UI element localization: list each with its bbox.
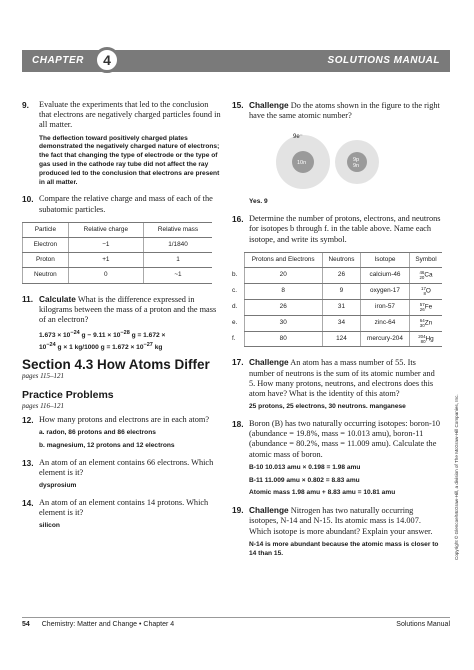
footer-left-text: Chemistry: Matter and Change • Chapter 4: [41, 621, 175, 628]
atoms-comparison-figure: [271, 126, 381, 194]
atom-figure: [271, 126, 381, 194]
answer-text: silicon: [39, 522, 60, 530]
question-13: 13. An atom of an element contains 66 electrons. Which element is it? dysprosium: [22, 458, 222, 491]
question-text: How many protons and electrons are in each atom?: [39, 415, 210, 424]
table-row: Electron −1 1/1840: [23, 238, 213, 253]
proton-label: 9p: [353, 157, 360, 164]
chapter-label: CHAPTER: [32, 55, 84, 66]
table-row: Neutron 0 ~1: [23, 268, 213, 283]
practice-problems-pages: pages 116–121: [22, 401, 65, 410]
page-number: 54: [22, 621, 30, 628]
question-text: Evaluate the experiments that led to the conclusion that electrons are negatively charged particles found in all matter.: [39, 100, 221, 130]
footer-right-text: Solutions Manual: [396, 621, 450, 628]
left-column: [22, 100, 222, 538]
answer-text: dysprosium: [39, 482, 77, 490]
electron-label: 9e⁻: [293, 134, 303, 141]
question-11: 11. Calculate What is the difference expressed in kilograms between the mass of a proton and the mass of an electron? $1.673 \times 10^{-24}$ $g - 9.11 \times 10^{-28}$ g = 1.672 × $10^{-24}$ g × 1 kg/1000 $g = 1.672 \times 10^{-27}$ kg: [22, 294, 222, 354]
question-16: 16. Determine the number of protons, electrons, and neutrons for isotopes b through f. in the table above. Name each isotope, and write its symbol.: [232, 214, 441, 244]
question-text: Challenge Nitrogen has two naturally occurring isotopes, N-14 and N-15. Its atomic mass is 14.007. Which isotope is more abundant? Explain your answer.: [249, 505, 433, 536]
right-column: [232, 100, 442, 565]
answer-text: $1.673 \times 10^{-24}$ $g - 9.11 \times 10^{-28}$ g = 1.672 × $10^{-24}$ g × 1 kg/1000 $g = 1.672 \times 10^{-27}$ kg: [39, 330, 166, 352]
section-title: Section 4.3 How Atoms Differ: [22, 357, 210, 373]
answer-b: b. magnesium, 12 protons and 12 electrons: [39, 442, 175, 449]
neutron-label-2: 9n: [353, 163, 360, 170]
question-19: 19. Challenge Nitrogen has two naturally occurring isotopes, N-14 and N-15. Its atomic mass is 14.007. Which isotope is more abundant? Explain your answer. N-14 is more abundant because the atomic mass is closer to 14 than 15.: [232, 505, 442, 558]
table-row: b. 20 26 calcium-46 46 20Ca: [232, 268, 442, 284]
copyright-sidebar: [454, 360, 462, 560]
header-title: SOLUTIONS MANUAL: [327, 55, 440, 66]
answer-text: 25 protons, 25 electrons, 30 neutrons. manganese: [249, 403, 406, 411]
page-footer: [22, 617, 450, 628]
question-text: An atom of an element contains 66 electrons. Which element is it?: [39, 457, 214, 477]
answer-text: The deflection toward positively charged plates demonstrated the negatively charged nature of electrons; the fact that changing the type of electrode or the type of gas used in the cathode ray tube did not affect the ray produced led to the conclusion that electrons are present in all matter.: [39, 134, 220, 186]
question-17: 17. Challenge An atom has a mass number of 55. Its number of neutrons is the sum of its atomic number and 5. How many protons, neutrons, and electrons does this atom have? What is the identity of this atom? 25 protons, 25 electrons, 30 neutrons. manganese: [232, 357, 442, 412]
question-14: 14. An atom of an element contains 14 protons. Which element is it? silicon: [22, 498, 222, 531]
answer-text: Yes. 9: [249, 198, 268, 206]
answer-line: B-10 10.013 amu × 0.198 = 1.98 amu: [249, 463, 361, 471]
question-10: 10. Compare the relative charge and mass of each of the subatomic particles.: [22, 194, 222, 214]
question-text: Calculate What is the difference expressed in kilograms between the mass of a proton and the mass of an electron?: [39, 293, 217, 325]
table-header-row: Particle Relative charge Relative mass: [23, 222, 213, 237]
question-text: An atom of an element contains 14 protons. Which element is it?: [39, 498, 209, 518]
answer-line: Atomic mass 1.98 amu + 8.83 amu = 10.81 amu: [249, 489, 396, 497]
isotopes-table: [232, 252, 442, 348]
question-text: Determine the number of protons, electrons, and neutrons for isotopes b through f. in the table above. Name each isotope, and write its symbol.: [249, 214, 441, 244]
copyright-text: Copyright © Glencoe/McGraw-Hill, a division of The McGraw-Hill Companies, Inc.: [454, 394, 459, 560]
question-15: 15. Challenge Do the atoms shown in the figure to the right have the same atomic number? 9e⁻ 10n 9p 9n Yes. 9: [232, 100, 442, 207]
answer-text: N-14 is more abundant because the atomic mass is closer to 14 than 15.: [249, 540, 439, 557]
question-text: Boron (B) has two naturally occurring isotopes: boron-10 (abundance = 19.8%, mass = 10.013 amu), boron-11 (abundance = 80.2%, mass = 11.009 amu). Calculate the atomic mass of boron.: [249, 419, 441, 459]
table-row: c. 8 9 oxygen-17 17 8O: [232, 283, 442, 299]
question-text: Challenge An atom has a mass number of 55. Its number of neutrons is the sum of its atomic number and 5. How many protons, neutrons, and electrons does this atom have? What is the identity of this atom?: [249, 357, 435, 399]
section-pages: pages 115–121: [22, 372, 65, 381]
table-row: Proton +1 1: [23, 253, 213, 268]
chapter-header-bar: [22, 50, 450, 72]
answer-a: a. radon, 86 protons and 86 electrons: [39, 429, 156, 437]
question-text: Challenge Do the atoms shown in the figure to the right have the same atomic number?: [249, 100, 440, 121]
table-header-row: Protons and Electrons Neutrons Isotope Symbol: [232, 252, 442, 267]
answer-line: B-11 11.009 amu × 0.802 = 8.83 amu: [249, 476, 360, 484]
question-12: 12. How many protons and electrons are in each atom? a. radon, 86 protons and 86 electrons b. magnesium, 12 protons and 12 electrons: [22, 415, 222, 451]
chapter-number-badge: 4: [94, 47, 120, 73]
practice-problems-title: Practice Problems: [22, 388, 114, 401]
table-row: f. 80 124 mercury-204 204 80Hg: [232, 331, 442, 347]
question-18: 18. Boron (B) has two naturally occurring isotopes: boron-10 (abundance = 19.8%, mass = 10.013 amu), boron-11 (abundance = 80.2%, mass = 11.009 amu). Calculate the atomic mass of boron. B-10 10.013 amu × 0.198 = 1.98 amu B-11 11.009 amu × 0.802 = 8.83 amu Atomic mass 1.98 amu + 8.83 amu = 10.81 amu: [232, 419, 441, 497]
subatomic-particles-table: [22, 222, 212, 284]
table-row: d. 26 31 iron-57 57 26Fe: [232, 299, 442, 315]
question-text: Compare the relative charge and mass of each of the subatomic particles.: [39, 194, 213, 214]
table-row: e. 30 34 zinc-64 64 30Zn: [232, 315, 442, 331]
question-9: 9. Evaluate the experiments that led to the conclusion that electrons are negatively charged particles found in all matter. The deflection toward positively charged plates demonstrated the negatively charged nature of electrons; the fact that changing the type of electrode or the type of gas used in the cathode ray tube did not affect the ray produced led to the conclusion that electrons are present in all matter.: [22, 100, 221, 186]
neutron-label: 10n: [297, 160, 307, 167]
